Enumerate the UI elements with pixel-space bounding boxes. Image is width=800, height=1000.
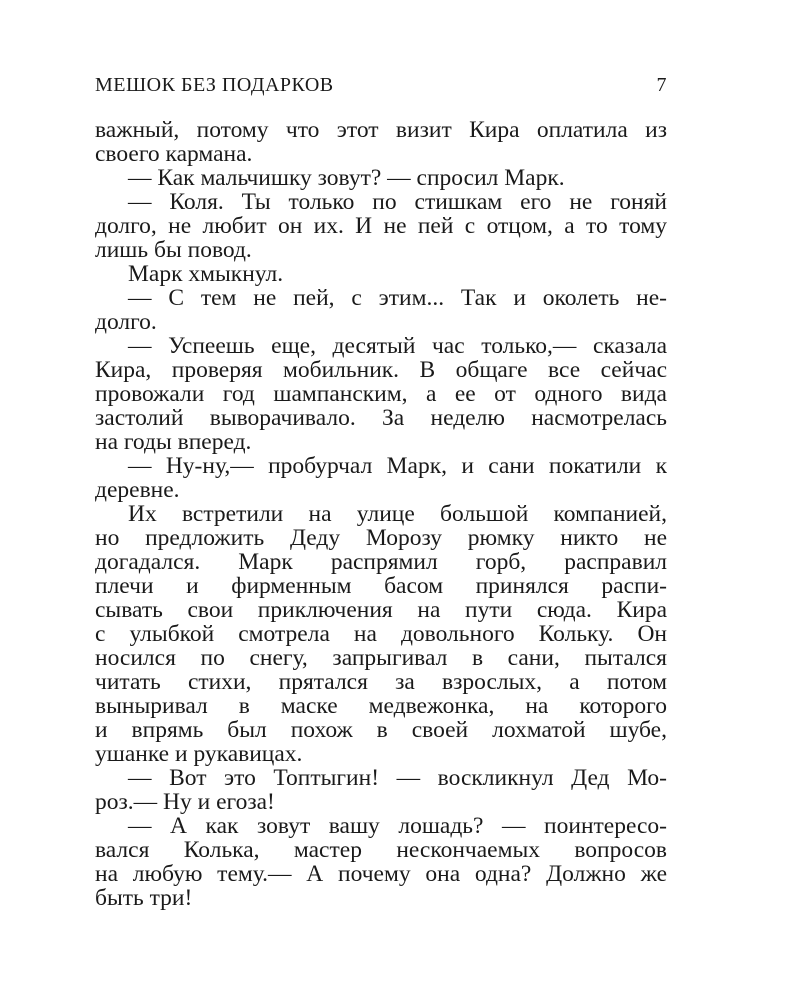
body-text xyxy=(95,118,667,910)
text-line: долго. xyxy=(95,310,157,334)
running-head xyxy=(95,74,667,104)
text-line: своего кармана. xyxy=(95,142,253,166)
text-line: сывать свои приключения на пути сюда. Кира xyxy=(95,598,667,622)
text-line: на любую тему.— А почему она одна? Должно же xyxy=(95,862,667,886)
text-line: роз.— Ну и егоза! xyxy=(95,790,275,814)
text-line: вался Колька, мастер нескончаемых вопросов xyxy=(95,838,667,862)
text-line: Их встретили на улице большой компанией, xyxy=(128,502,667,526)
text-line: Марк хмыкнул. xyxy=(128,262,284,286)
text-line: — А как зовут вашу лошадь? — поинтересо- xyxy=(128,814,667,838)
text-line: — С тем не пей, с этим... Так и околеть не- xyxy=(128,286,667,310)
text-line: провожали год шампанским, а ее от одного вида xyxy=(95,382,667,406)
running-title: МЕШОК БЕЗ ПОДАРКОВ xyxy=(95,74,334,96)
text-line: выныривал в маске медвежонка, на которого xyxy=(95,694,667,718)
page-number: 7 xyxy=(656,74,667,96)
text-line: застолий выворачивало. За неделю насмотрелась xyxy=(95,406,667,430)
text-line: читать стихи, прятался за взрослых, а потом xyxy=(95,670,667,694)
text-line: но предложить Деду Морозу рюмку никто не xyxy=(95,526,667,550)
text-line: — Успеешь еще, десятый час только,— сказала xyxy=(128,334,667,358)
text-line: быть три! xyxy=(95,886,193,910)
text-line: деревне. xyxy=(95,478,180,502)
text-line: ушанке и рукавицах. xyxy=(95,742,303,766)
text-line: — Как мальчишку зовут? — спросил Марк. xyxy=(128,166,565,190)
text-line: носился по снегу, запрыгивал в сани, пытался xyxy=(95,646,667,670)
text-line: лишь бы повод. xyxy=(95,238,252,262)
text-line: важный, потому что этот визит Кира оплатила из xyxy=(95,118,667,142)
text-line: долго, не любит он их. И не пей с отцом, а то тому xyxy=(95,214,667,238)
text-line: и впрямь был похож в своей лохматой шубе, xyxy=(95,718,667,742)
text-line: плечи и фирменным басом принялся распи- xyxy=(95,574,667,598)
text-line: — Коля. Ты только по стишкам его не гоняй xyxy=(128,190,667,214)
text-line: с улыбкой смотрела на довольного Кольку. Он xyxy=(95,622,667,646)
text-line: догадался. Марк распрямил горб, расправил xyxy=(95,550,667,574)
text-line: Кира, проверяя мобильник. В общаге все сейчас xyxy=(95,358,667,382)
text-line: на годы вперед. xyxy=(95,430,252,454)
text-line: — Вот это Топтыгин! — воскликнул Дед Мо- xyxy=(128,766,667,790)
text-line: — Ну-ну,— пробурчал Марк, и сани покатили к xyxy=(128,454,667,478)
